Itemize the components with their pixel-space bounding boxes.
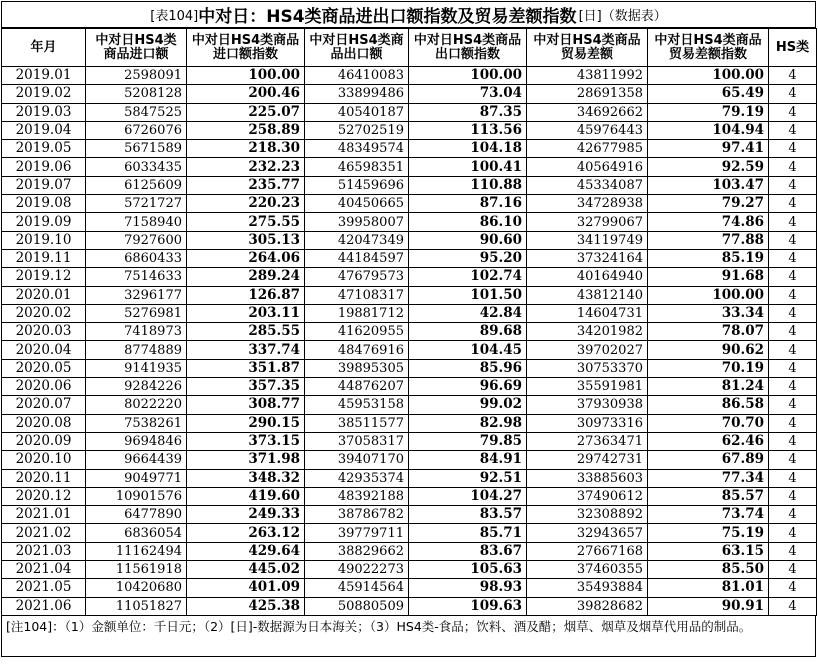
table-title: [1, 1, 816, 28]
balance-cell: 40564916: [527, 158, 648, 176]
col-header-export: 中对日HS4类商品出口额: [305, 29, 409, 67]
import-index-cell: 373.15: [187, 432, 305, 450]
month-cell: 2020.07: [2, 396, 86, 414]
month-cell: 2021.06: [2, 597, 86, 615]
table-row: [2, 414, 817, 432]
export-cell: 46410083: [305, 67, 409, 85]
table-row: [2, 176, 817, 194]
balance-cell: 34728938: [527, 195, 648, 213]
hs-cell: 4: [769, 103, 817, 121]
import-cell: 5276981: [86, 304, 187, 322]
balance-index-cell: 75.19: [648, 524, 769, 542]
export-index-cell: 42.84: [409, 304, 527, 322]
export-cell: 47108317: [305, 286, 409, 304]
balance-cell: 40164940: [527, 268, 648, 286]
table-row: [2, 323, 817, 341]
col-header-balance-index: 中对日HS4类商品贸易差额指数: [648, 29, 769, 67]
balance-index-cell: 65.49: [648, 85, 769, 103]
import-cell: 5721727: [86, 195, 187, 213]
balance-cell: 28691358: [527, 85, 648, 103]
import-cell: 11162494: [86, 542, 187, 560]
table-row: [2, 487, 817, 505]
import-cell: 9049771: [86, 469, 187, 487]
balance-cell: 32943657: [527, 524, 648, 542]
import-index-cell: 401.09: [187, 579, 305, 597]
month-cell: 2021.02: [2, 524, 86, 542]
table-row: [2, 85, 817, 103]
table-row: [2, 579, 817, 597]
import-cell: 2598091: [86, 67, 187, 85]
col-header-balance: 中对日HS4类商品贸易差额: [527, 29, 648, 67]
col-header-month: 年月: [2, 29, 86, 67]
table-row: [2, 506, 817, 524]
table-row: [2, 213, 817, 231]
balance-index-cell: 90.91: [648, 597, 769, 615]
balance-index-cell: 77.88: [648, 231, 769, 249]
table-row: [2, 597, 817, 615]
import-index-cell: 263.12: [187, 524, 305, 542]
export-cell: 48349574: [305, 140, 409, 158]
balance-index-cell: 85.57: [648, 487, 769, 505]
hs-cell: 4: [769, 378, 817, 396]
month-cell: 2019.05: [2, 140, 86, 158]
export-index-cell: 83.67: [409, 542, 527, 560]
export-index-cell: 104.18: [409, 140, 527, 158]
hs-cell: 4: [769, 341, 817, 359]
import-index-cell: 235.77: [187, 176, 305, 194]
export-cell: 50880509: [305, 597, 409, 615]
balance-index-cell: 78.07: [648, 323, 769, 341]
export-index-cell: 96.69: [409, 378, 527, 396]
title-prefix: [表104]: [150, 9, 199, 24]
balance-cell: 39702027: [527, 341, 648, 359]
balance-index-cell: 81.24: [648, 378, 769, 396]
import-index-cell: 351.87: [187, 359, 305, 377]
balance-index-cell: 74.86: [648, 213, 769, 231]
balance-cell: 34201982: [527, 323, 648, 341]
import-index-cell: 264.06: [187, 249, 305, 267]
export-cell: 49022273: [305, 561, 409, 579]
import-cell: 8022220: [86, 396, 187, 414]
balance-cell: 37460355: [527, 561, 648, 579]
import-index-cell: 126.87: [187, 286, 305, 304]
balance-cell: 29742731: [527, 451, 648, 469]
month-cell: 2019.06: [2, 158, 86, 176]
export-cell: 48476916: [305, 341, 409, 359]
col-header-hs: HS类: [769, 29, 817, 67]
import-cell: 6477890: [86, 506, 187, 524]
month-cell: 2021.01: [2, 506, 86, 524]
data-table: [1, 28, 817, 616]
export-index-cell: 104.45: [409, 341, 527, 359]
title-main: 中对日：HS4类商品进出口额指数及贸易差额指数: [198, 7, 577, 27]
balance-cell: 39828682: [527, 597, 648, 615]
table-row: [2, 451, 817, 469]
table-row: [2, 304, 817, 322]
import-cell: 11561918: [86, 561, 187, 579]
import-cell: 9694846: [86, 432, 187, 450]
month-cell: 2020.04: [2, 341, 86, 359]
balance-index-cell: 73.74: [648, 506, 769, 524]
import-index-cell: 220.23: [187, 195, 305, 213]
hs-cell: 4: [769, 469, 817, 487]
footnote: [注104]：（1）金额单位：千日元；（2）[日]-数据源为日本海关；（3）HS4类-食品；饮料、酒及醋；烟草、烟草及烟草代用品的制品。: [1, 616, 816, 657]
hs-cell: 4: [769, 213, 817, 231]
export-cell: 39779711: [305, 524, 409, 542]
balance-cell: 35493884: [527, 579, 648, 597]
import-index-cell: 249.33: [187, 506, 305, 524]
balance-cell: 45334087: [527, 176, 648, 194]
import-index-cell: 445.02: [187, 561, 305, 579]
balance-cell: 43812140: [527, 286, 648, 304]
export-cell: 38829662: [305, 542, 409, 560]
balance-index-cell: 79.19: [648, 103, 769, 121]
hs-cell: 4: [769, 597, 817, 615]
month-cell: 2020.09: [2, 432, 86, 450]
export-index-cell: 102.74: [409, 268, 527, 286]
export-cell: 40450665: [305, 195, 409, 213]
export-index-cell: 83.57: [409, 506, 527, 524]
import-cell: 10901576: [86, 487, 187, 505]
import-index-cell: 348.32: [187, 469, 305, 487]
export-cell: 44876207: [305, 378, 409, 396]
balance-index-cell: 97.41: [648, 140, 769, 158]
balance-index-cell: 62.46: [648, 432, 769, 450]
balance-cell: 34692662: [527, 103, 648, 121]
import-index-cell: 218.30: [187, 140, 305, 158]
export-index-cell: 92.51: [409, 469, 527, 487]
import-cell: 5847525: [86, 103, 187, 121]
hs-cell: 4: [769, 195, 817, 213]
import-index-cell: 285.55: [187, 323, 305, 341]
import-cell: 7538261: [86, 414, 187, 432]
hs-cell: 4: [769, 286, 817, 304]
export-index-cell: 73.04: [409, 85, 527, 103]
month-cell: 2020.05: [2, 359, 86, 377]
header-row: [2, 29, 817, 67]
export-cell: 39958007: [305, 213, 409, 231]
balance-cell: 34119749: [527, 231, 648, 249]
month-cell: 2021.05: [2, 579, 86, 597]
export-index-cell: 90.60: [409, 231, 527, 249]
export-index-cell: 87.16: [409, 195, 527, 213]
export-cell: 45914564: [305, 579, 409, 597]
table-row: [2, 378, 817, 396]
hs-cell: 4: [769, 268, 817, 286]
export-cell: 37058317: [305, 432, 409, 450]
export-cell: 39895305: [305, 359, 409, 377]
balance-index-cell: 92.59: [648, 158, 769, 176]
export-index-cell: 113.56: [409, 121, 527, 139]
import-cell: 7514633: [86, 268, 187, 286]
month-cell: 2020.08: [2, 414, 86, 432]
balance-index-cell: 70.70: [648, 414, 769, 432]
export-index-cell: 105.63: [409, 561, 527, 579]
balance-index-cell: 103.47: [648, 176, 769, 194]
month-cell: 2019.08: [2, 195, 86, 213]
table-row: [2, 396, 817, 414]
import-index-cell: 232.23: [187, 158, 305, 176]
export-cell: 44184597: [305, 249, 409, 267]
month-cell: 2019.11: [2, 249, 86, 267]
hs-cell: 4: [769, 524, 817, 542]
import-index-cell: 305.13: [187, 231, 305, 249]
export-index-cell: 87.35: [409, 103, 527, 121]
export-cell: 40540187: [305, 103, 409, 121]
hs-cell: 4: [769, 67, 817, 85]
import-cell: 7158940: [86, 213, 187, 231]
hs-cell: 4: [769, 359, 817, 377]
export-index-cell: 100.00: [409, 67, 527, 85]
export-index-cell: 84.91: [409, 451, 527, 469]
month-cell: 2020.01: [2, 286, 86, 304]
export-cell: 46598351: [305, 158, 409, 176]
col-header-import-index: 中对日HS4类商品进口额指数: [187, 29, 305, 67]
export-cell: 42935374: [305, 469, 409, 487]
import-cell: 9664439: [86, 451, 187, 469]
export-index-cell: 101.50: [409, 286, 527, 304]
table-row: [2, 67, 817, 85]
month-cell: 2020.11: [2, 469, 86, 487]
import-cell: 6860433: [86, 249, 187, 267]
export-index-cell: 82.98: [409, 414, 527, 432]
hs-cell: 4: [769, 561, 817, 579]
import-cell: 6125609: [86, 176, 187, 194]
hs-cell: 4: [769, 323, 817, 341]
export-cell: 41620955: [305, 323, 409, 341]
export-index-cell: 85.96: [409, 359, 527, 377]
import-cell: 7927600: [86, 231, 187, 249]
table-row: [2, 140, 817, 158]
export-index-cell: 79.85: [409, 432, 527, 450]
table-row: [2, 268, 817, 286]
import-cell: 5671589: [86, 140, 187, 158]
balance-cell: 30753370: [527, 359, 648, 377]
month-cell: 2020.03: [2, 323, 86, 341]
balance-index-cell: 85.50: [648, 561, 769, 579]
import-index-cell: 308.77: [187, 396, 305, 414]
month-cell: 2020.02: [2, 304, 86, 322]
export-index-cell: 86.10: [409, 213, 527, 231]
month-cell: 2019.07: [2, 176, 86, 194]
table-row: [2, 103, 817, 121]
hs-cell: 4: [769, 414, 817, 432]
import-index-cell: 258.89: [187, 121, 305, 139]
import-index-cell: 225.07: [187, 103, 305, 121]
export-cell: 48392188: [305, 487, 409, 505]
month-cell: 2020.12: [2, 487, 86, 505]
table-row: [2, 341, 817, 359]
export-index-cell: 104.27: [409, 487, 527, 505]
export-cell: 38511577: [305, 414, 409, 432]
balance-index-cell: 104.94: [648, 121, 769, 139]
export-index-cell: 98.93: [409, 579, 527, 597]
table-row: [2, 286, 817, 304]
hs-cell: 4: [769, 487, 817, 505]
import-index-cell: 275.55: [187, 213, 305, 231]
table-row: [2, 121, 817, 139]
balance-cell: 37324164: [527, 249, 648, 267]
month-cell: 2019.12: [2, 268, 86, 286]
import-cell: 5208128: [86, 85, 187, 103]
import-cell: 9284226: [86, 378, 187, 396]
hs-cell: 4: [769, 451, 817, 469]
import-cell: 6726076: [86, 121, 187, 139]
export-index-cell: 95.20: [409, 249, 527, 267]
balance-cell: 14604731: [527, 304, 648, 322]
balance-cell: 37930938: [527, 396, 648, 414]
export-cell: 52702519: [305, 121, 409, 139]
balance-index-cell: 90.62: [648, 341, 769, 359]
balance-cell: 45976443: [527, 121, 648, 139]
balance-index-cell: 86.58: [648, 396, 769, 414]
balance-cell: 42677985: [527, 140, 648, 158]
table-row: [2, 432, 817, 450]
export-cell: 19881712: [305, 304, 409, 322]
import-cell: 7418973: [86, 323, 187, 341]
month-cell: 2020.06: [2, 378, 86, 396]
month-cell: 2019.03: [2, 103, 86, 121]
export-index-cell: 99.02: [409, 396, 527, 414]
table-row: [2, 158, 817, 176]
import-index-cell: 100.00: [187, 67, 305, 85]
import-index-cell: 371.98: [187, 451, 305, 469]
month-cell: 2020.10: [2, 451, 86, 469]
export-index-cell: 110.88: [409, 176, 527, 194]
balance-cell: 35591981: [527, 378, 648, 396]
table-row: [2, 542, 817, 560]
export-cell: 39407170: [305, 451, 409, 469]
data-sheet: [1, 1, 816, 657]
import-cell: 8774889: [86, 341, 187, 359]
table-row: [2, 524, 817, 542]
import-index-cell: 290.15: [187, 414, 305, 432]
balance-cell: 27363471: [527, 432, 648, 450]
balance-cell: 33885603: [527, 469, 648, 487]
title-suffix: [日]（数据表）: [578, 9, 667, 24]
import-index-cell: 357.35: [187, 378, 305, 396]
table-row: [2, 249, 817, 267]
balance-cell: 27667168: [527, 542, 648, 560]
balance-index-cell: 67.89: [648, 451, 769, 469]
col-header-export-index: 中对日HS4类商品出口额指数: [409, 29, 527, 67]
hs-cell: 4: [769, 85, 817, 103]
table-row: [2, 359, 817, 377]
balance-cell: 37490612: [527, 487, 648, 505]
hs-cell: 4: [769, 231, 817, 249]
import-index-cell: 337.74: [187, 341, 305, 359]
export-index-cell: 85.71: [409, 524, 527, 542]
balance-index-cell: 70.19: [648, 359, 769, 377]
import-cell: 10420680: [86, 579, 187, 597]
export-index-cell: 109.63: [409, 597, 527, 615]
hs-cell: 4: [769, 579, 817, 597]
month-cell: 2021.04: [2, 561, 86, 579]
import-index-cell: 200.46: [187, 85, 305, 103]
import-index-cell: 289.24: [187, 268, 305, 286]
export-cell: 42047349: [305, 231, 409, 249]
hs-cell: 4: [769, 176, 817, 194]
hs-cell: 4: [769, 249, 817, 267]
import-index-cell: 419.60: [187, 487, 305, 505]
balance-index-cell: 63.15: [648, 542, 769, 560]
balance-cell: 43811992: [527, 67, 648, 85]
balance-index-cell: 100.00: [648, 67, 769, 85]
import-cell: 9141935: [86, 359, 187, 377]
export-cell: 38786782: [305, 506, 409, 524]
hs-cell: 4: [769, 121, 817, 139]
table-row: [2, 561, 817, 579]
table-row: [2, 469, 817, 487]
export-index-cell: 89.68: [409, 323, 527, 341]
balance-index-cell: 100.00: [648, 286, 769, 304]
export-cell: 51459696: [305, 176, 409, 194]
balance-cell: 30973316: [527, 414, 648, 432]
balance-index-cell: 77.34: [648, 469, 769, 487]
import-cell: 6836054: [86, 524, 187, 542]
table-row: [2, 195, 817, 213]
hs-cell: 4: [769, 432, 817, 450]
month-cell: 2019.10: [2, 231, 86, 249]
balance-index-cell: 79.27: [648, 195, 769, 213]
month-cell: 2019.01: [2, 67, 86, 85]
balance-index-cell: 33.34: [648, 304, 769, 322]
hs-cell: 4: [769, 304, 817, 322]
balance-index-cell: 85.19: [648, 249, 769, 267]
export-cell: 45953158: [305, 396, 409, 414]
hs-cell: 4: [769, 506, 817, 524]
import-index-cell: 425.38: [187, 597, 305, 615]
import-cell: 11051827: [86, 597, 187, 615]
export-cell: 33899486: [305, 85, 409, 103]
hs-cell: 4: [769, 158, 817, 176]
export-index-cell: 100.41: [409, 158, 527, 176]
import-index-cell: 203.11: [187, 304, 305, 322]
export-cell: 47679573: [305, 268, 409, 286]
hs-cell: 4: [769, 396, 817, 414]
col-header-import: 中对日HS4类商品进口额: [86, 29, 187, 67]
balance-index-cell: 81.01: [648, 579, 769, 597]
balance-index-cell: 91.68: [648, 268, 769, 286]
month-cell: 2021.03: [2, 542, 86, 560]
table-row: [2, 231, 817, 249]
month-cell: 2019.02: [2, 85, 86, 103]
import-cell: 3296177: [86, 286, 187, 304]
balance-cell: 32308892: [527, 506, 648, 524]
hs-cell: 4: [769, 140, 817, 158]
import-index-cell: 429.64: [187, 542, 305, 560]
balance-cell: 32799067: [527, 213, 648, 231]
hs-cell: 4: [769, 542, 817, 560]
month-cell: 2019.04: [2, 121, 86, 139]
month-cell: 2019.09: [2, 213, 86, 231]
import-cell: 6033435: [86, 158, 187, 176]
